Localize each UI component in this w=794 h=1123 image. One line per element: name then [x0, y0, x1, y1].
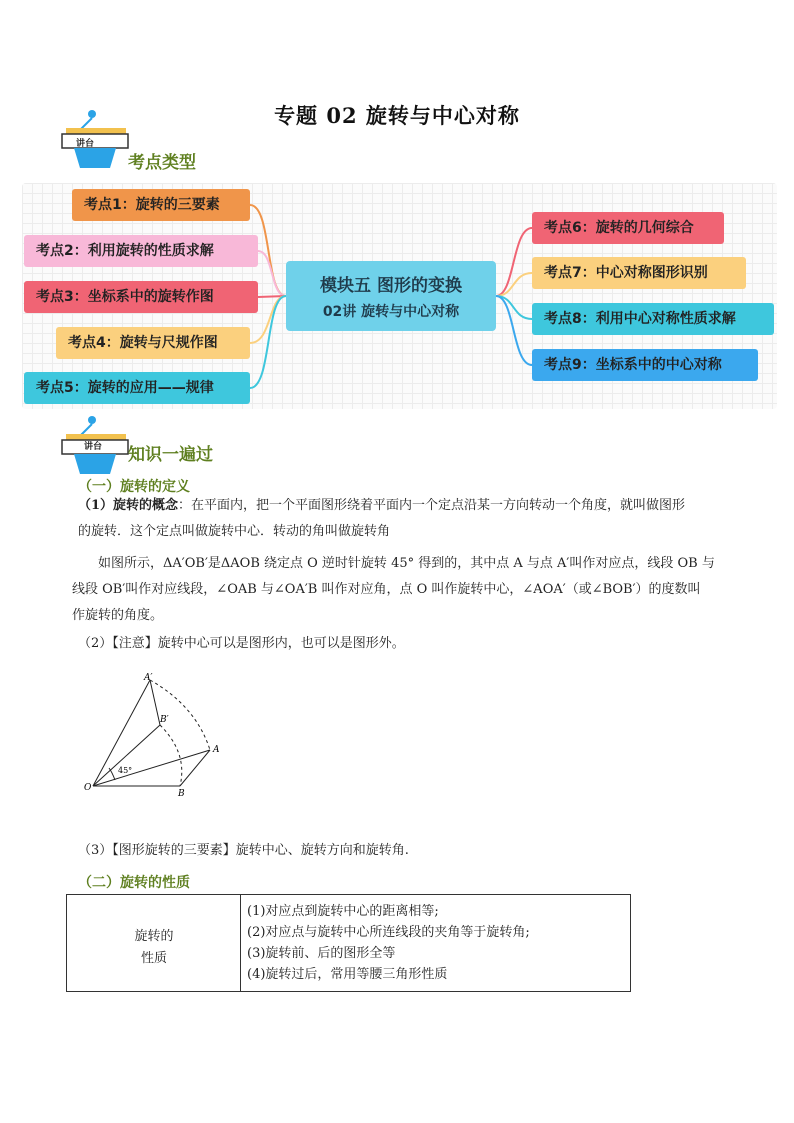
property-item: (3)旋转前、后的图形全等 — [247, 946, 396, 961]
table-left-line1: 旋转的 — [134, 929, 174, 944]
subheading-properties: （二）旋转的性质 — [78, 875, 190, 891]
table-left-line2: 性质 — [140, 951, 167, 966]
example-paragraph — [72, 551, 752, 629]
definition-paragraph — [78, 493, 738, 545]
properties-table — [66, 894, 631, 992]
mindmap-node-5: 考点5：旋转的应用——规律 — [24, 372, 250, 404]
note-paragraph: （2）【注意】旋转中心可以是图形内，也可以是图形外。 — [78, 636, 405, 651]
definition-text: ：在平面内，把一个平面图形绕着平面内一个定点沿某一方向转动一个角度，就叫做图形 — [178, 498, 686, 513]
mindmap-node-4: 考点4：旋转与尺规作图 — [56, 327, 250, 359]
podium-label: 讲台 — [76, 139, 95, 149]
page-title: 专题 02 旋转与中心对称 — [274, 103, 520, 128]
mindmap-center — [286, 261, 496, 331]
figure-label-a1: A′ — [144, 673, 153, 683]
property-item: (1)对应点到旋转中心的距离相等; — [247, 904, 439, 919]
mindmap-center-subtitle: 02讲 旋转与中心对称 — [322, 304, 460, 320]
mindmap-node-3: 考点3：坐标系中的旋转作图 — [24, 281, 258, 313]
figure-label-b: B — [178, 789, 185, 799]
mindmap-node-8: 考点8：利用中心对称性质求解 — [532, 303, 774, 335]
rotation-figure — [78, 668, 228, 800]
mindmap-node-1: 考点1：旋转的三要素 — [72, 189, 250, 221]
figure-label-angle: 45° — [118, 766, 133, 775]
mindmap-node-6: 考点6：旋转的几何综合 — [532, 212, 724, 244]
podium-label: 讲台 — [84, 442, 103, 452]
section-heading-knowledge: 知识一遍过 — [128, 445, 213, 465]
mindmap-node-2: 考点2：利用旋转的性质求解 — [24, 235, 258, 267]
three-elements-paragraph: （3）【图形旋转的三要素】旋转中心、旋转方向和旋转角. — [78, 843, 409, 858]
mindmap-center-title: 模块五 图形的变换 — [320, 276, 462, 296]
figure-label-o: O — [84, 783, 92, 793]
example-line: 如图所示，ΔA′OB′是ΔAOB 绕定点 O 逆时针旋转 45° 得到的，其中点 A 与点 A′叫作对应点，线段 OB 与 — [98, 556, 715, 571]
table-left-cell — [67, 895, 241, 991]
mindmap-node-7: 考点7：中心对称图形识别 — [532, 257, 746, 289]
definition-text-2: 的旋转．这个定点叫做旋转中心．转动的角叫做旋转角 — [78, 524, 391, 539]
property-item: (4)旋转过后，常用等腰三角形性质 — [247, 967, 448, 982]
subheading-definition: （一）旋转的定义 — [78, 479, 190, 495]
mindmap-node-9: 考点9：坐标系中的中心对称 — [532, 349, 758, 381]
figure-label-a: A — [213, 745, 220, 755]
figure-label-b1: B′ — [160, 715, 169, 725]
definition-label: （1）旋转的概念 — [78, 498, 179, 513]
property-item: (2)对应点与旋转中心所连线段的夹角等于旋转角; — [247, 925, 530, 940]
table-right-cell — [247, 901, 530, 985]
example-line: 作旋转的角度。 — [72, 608, 164, 623]
section-heading-types: 考点类型 — [128, 153, 196, 173]
example-line: 线段 OB′叫作对应线段，∠OAB 与∠OA′B 叫作对应角，点 O 叫作旋转中心，∠AOA′（或∠BOB′）的度数叫 — [72, 582, 701, 597]
